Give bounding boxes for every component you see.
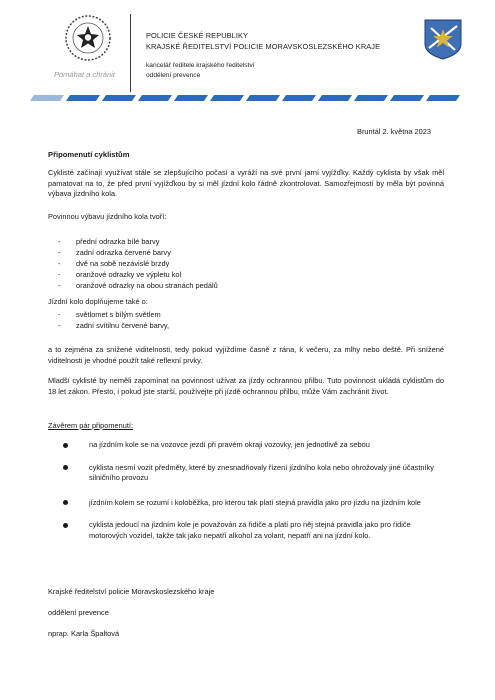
org-title: POLICIE ČESKÉ REPUBLIKY [146, 31, 249, 40]
equipment-list [58, 236, 218, 291]
tagline: Pomáhat a chránit [54, 70, 115, 79]
intro-paragraph: Cyklisté začínají využívat stále se zlepšujícího počasí a vyráží na své první jarní vyjížďky. Každý cyklista by však měl pamatovat na to, že před první vyjížďkou by si měl jízdní kolo řádně zkontrolovat. Samozřejmostí by měla být povinná výbava jízdního kola. [48, 168, 444, 198]
org-subtitle: KRAJSKÉ ŘEDITELSTVÍ POLICIE MORAVSKOSLEZSKÉHO KRAJE [146, 42, 381, 51]
accessories-list [58, 309, 169, 331]
list-item: cyklista nesmí vozit předměty, které by znesnadňovaly řízení jízdního kola nebo ohrožovaly jiné účastníky silničního provozu [48, 463, 444, 484]
department-line-2: oddělení prevence [146, 72, 201, 79]
list-item: - oranžové odrazky na obou stranách pedálů [58, 280, 218, 291]
list-item: - světlomet s bílým světlem [58, 309, 169, 320]
signature-department: oddělení prevence [48, 608, 109, 617]
header-divider [130, 14, 131, 92]
header-stripe [30, 95, 470, 101]
lighting-paragraph: a to zejména za snížené viditelnosti, tedy pokud vyjíždíme časně z rána, k večeru, za mlhy nebo deště. Při snížené viditelnosti je vhodné použít také reflexní prvky. [48, 345, 444, 365]
list-item: - zadní odrazka červené barvy [58, 247, 218, 258]
list-item: - zadní svítilnu červené barvy, [58, 320, 169, 331]
list-item: - oranžové odrazky ve výpletu kol [58, 269, 218, 280]
list-item: - přední odrazka bílé barvy [58, 236, 218, 247]
regional-police-emblem-icon [423, 18, 463, 60]
letter-title: Připomenutí cyklistům [48, 150, 130, 159]
equipment-heading: Povinnou výbavu jízdního kola tvoří: [48, 212, 167, 221]
list-item: na jízdním kole se na vozovce jezdí při pravém okraji vozovky, jen jednotlivě za sebou [48, 440, 444, 451]
helmet-paragraph: Mladší cyklisté by neměli zapomínat na povinnost užívat za jízdy ochrannou přilbu. Tuto povinnost ukládá cyklistům do 18 let zákon. Přesto, i pokud jste starší, používejte při jízdě ochrannou přilbu, může Vám zachránit život. [48, 376, 444, 396]
department-line-1: kancelář ředitele krajského ředitelství [146, 62, 255, 69]
list-item: - dvě na sobě nezávislé brzdy [58, 258, 218, 269]
conclusion-heading: Závěrem pár připomenutí: [48, 421, 134, 430]
list-item: cyklista jedoucí na jízdním kole je považován za řidiče a platí pro něj stejná pravidla jako pro řidiče motorových vozidel, takže tak jako nepatří alkohol za volant, nepatří ani na jízdní kolo. [48, 520, 444, 541]
accessories-heading: Jízdní kolo doplňujeme také o: [48, 297, 148, 306]
signature-name: nprap. Karla Špaltová [48, 629, 120, 638]
list-item: jízdním kolem se rozumí i koloběžka, pro kterou tak platí stejná pravidla jako pro jízdu na jízdním kole [48, 498, 444, 509]
letter-date: Bruntál 2. května 2023 [357, 127, 431, 136]
signature-block [48, 586, 214, 649]
reminders-list [48, 440, 444, 553]
police-star-badge-icon [64, 14, 112, 62]
signature-organization: Krajské ředitelství policie Moravskoslezského kraje [48, 587, 215, 596]
